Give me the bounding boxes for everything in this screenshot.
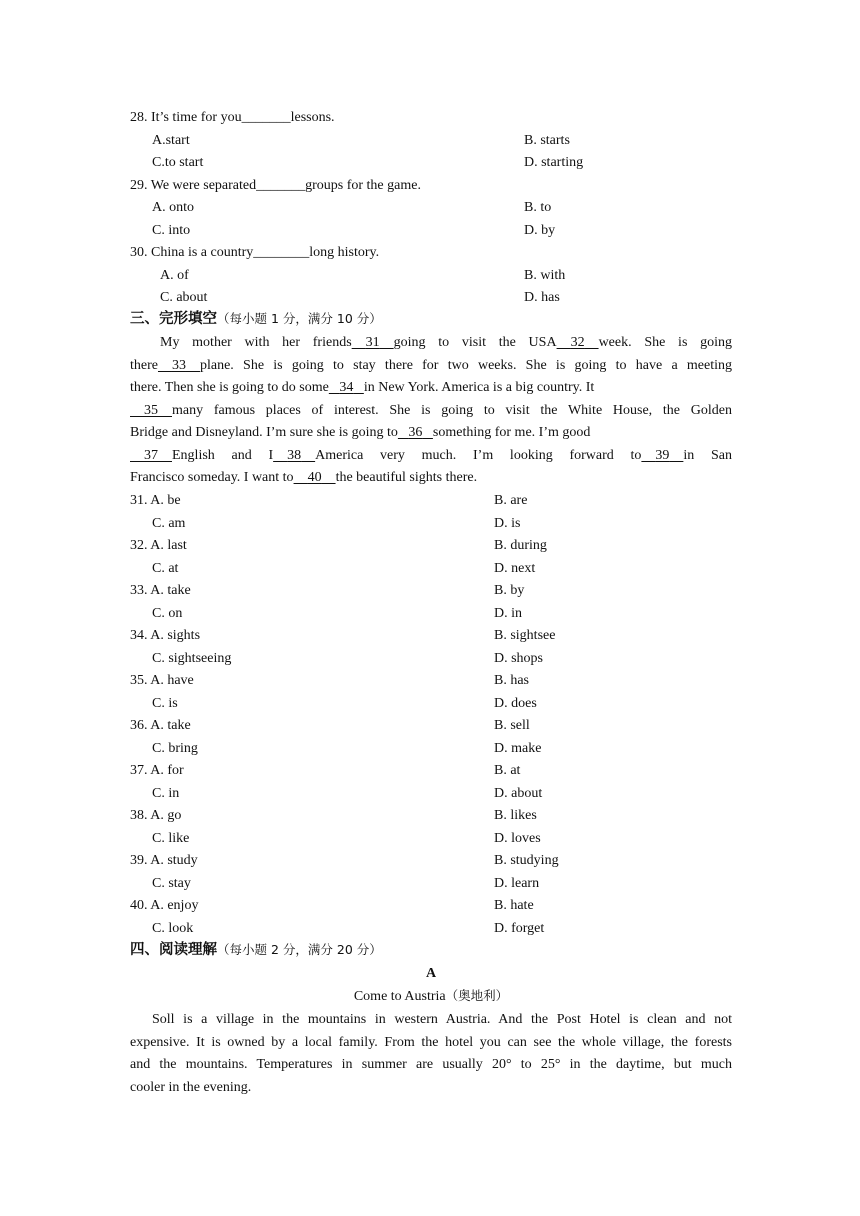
question-29-option-b: B. to [524,200,552,215]
question-31-option-a: 31. A. be [130,493,181,508]
blank-31: 31 [365,335,380,350]
question-30-option-d: D. has [524,290,560,305]
cloze-line-7: Francisco someday. I want to 40 the beautiful sights there. [130,467,732,490]
blank-34: 34 [339,380,354,395]
question-37-option-a: 37. A. for [130,763,184,778]
reading-article-title: Come to Austria（奥地利） [353,988,509,1004]
question-36-option-b: B. sell [494,718,530,733]
question-28-option-b: B. starts [524,132,570,148]
question-38-option-a: 38. A. go [130,808,182,823]
question-38-option-d: D. loves [494,830,541,846]
cloze-line-5: Bridge and Disneyland. I’m sure she is going to 36 something for me. I’m good [130,422,732,445]
section-4-heading [130,939,382,961]
question-30-option-a: A. of [160,267,189,283]
blank-37: 37 [144,447,158,463]
question-40-option-b: B. hate [494,898,534,913]
blank-33: 33 [171,357,186,373]
question-31-option-d: D. is [494,515,521,531]
question-31-option-c: C. am [152,515,186,531]
question-37-option-b: B. at [494,763,521,778]
question-32-option-c: C. at [152,560,179,576]
question-30-option-b: B. with [524,267,566,283]
question-40-option-a: 40. A. enjoy [130,898,199,913]
blank-36: 36 [408,425,423,440]
question-37-option-d: D. about [494,785,543,801]
reading-part-label: A [425,966,437,981]
question-29-option-a: A. onto [152,200,194,215]
question-33-option-c: C. on [152,605,183,621]
reading-para-line-3: and the mountains. Temperatures in summer are usually 20° to 25° in the daytime, but much [130,1057,732,1072]
section-4-note: （每小题 2 分，满分 20 分） [217,942,382,957]
question-39-option-a: 39. A. study [130,853,198,868]
reading-para-line-4: cooler in the evening. [130,1079,252,1095]
question-38-option-c: C. like [152,830,190,846]
question-33-option-b: B. by [494,583,525,598]
question-28-option-d: D. starting [524,155,584,170]
question-37-option-c: C. in [152,785,180,801]
question-34-option-d: D. shops [494,650,544,666]
question-34-option-b: B. sightsee [494,628,556,643]
question-32-option-a: 32. A. last [130,538,187,553]
question-29-stem: 29. We were separated_______groups for the game. [130,177,421,193]
question-39-option-c: C. stay [152,875,191,891]
section-3-title: 三、完形填空 [130,311,217,327]
question-34-option-c: C. sightseeing [152,650,232,666]
question-40-option-d: D. forget [494,920,545,936]
question-30-option-c: C. about [160,290,208,305]
question-32-option-d: D. next [494,560,536,576]
question-35-option-a: 35. A. have [130,673,194,688]
question-39-option-d: D. learn [494,875,540,891]
blank-38: 38 [287,447,302,463]
section-4-title: 四、阅读理解 [130,942,217,958]
cloze-line-3: there. Then she is going to do some 34 in New York. America is a big country. It [130,377,732,400]
blank-32: 32 [570,335,585,350]
question-33-option-d: D. in [494,605,522,621]
question-28-stem: 28. It’s time for you_______lessons. [130,110,335,125]
cloze-line-1: My mother with her friends 31 going to visit the USA 32 week. She is going [130,332,732,355]
question-35-option-c: C. is [152,695,178,711]
question-34-option-a: 34. A. sights [130,628,201,643]
question-36-option-a: 36. A. take [130,718,191,733]
question-28-option-c: C.to start [152,155,204,170]
question-36-option-c: C. bring [152,740,198,756]
cloze-line-4: 35 many famous places of interest. She is going to visit the White House, the Golden [130,400,732,423]
question-35-option-b: B. has [494,673,529,688]
blank-40: 40 [307,470,322,485]
question-39-option-b: B. studying [494,853,559,868]
question-32-option-b: B. during [494,538,547,553]
blank-39: 39 [655,447,670,463]
question-33-option-a: 33. A. take [130,583,191,598]
reading-para-line-2: expensive. It is owned by a local family. From the hotel you can see the whole village, the forests [130,1034,732,1050]
reading-para-line-1: Soll is a village in the mountains in western Austria. And the Post Hotel is clean and not [152,1012,732,1027]
section-3-note: （每小题 1 分，满分 10 分） [217,311,382,326]
question-35-option-d: D. does [494,695,537,711]
cloze-line-6: 37 English and I 38 America very much. I’m looking forward to 39 in San [130,445,732,468]
question-29-option-d: D. by [524,222,556,238]
cloze-line-2: there 33 plane. She is going to stay there for two weeks. She is going to have a meeting [130,355,732,378]
question-40-option-c: C. look [152,920,194,936]
question-31-option-b: B. are [494,493,528,508]
question-38-option-b: B. likes [494,808,537,823]
question-30-stem: 30. China is a country________long history. [130,245,380,260]
question-28-option-a: A.start [152,132,190,148]
blank-35: 35 [144,402,158,418]
section-3-heading [130,308,382,330]
question-29-option-c: C. into [152,222,191,238]
question-36-option-d: D. make [494,740,542,756]
